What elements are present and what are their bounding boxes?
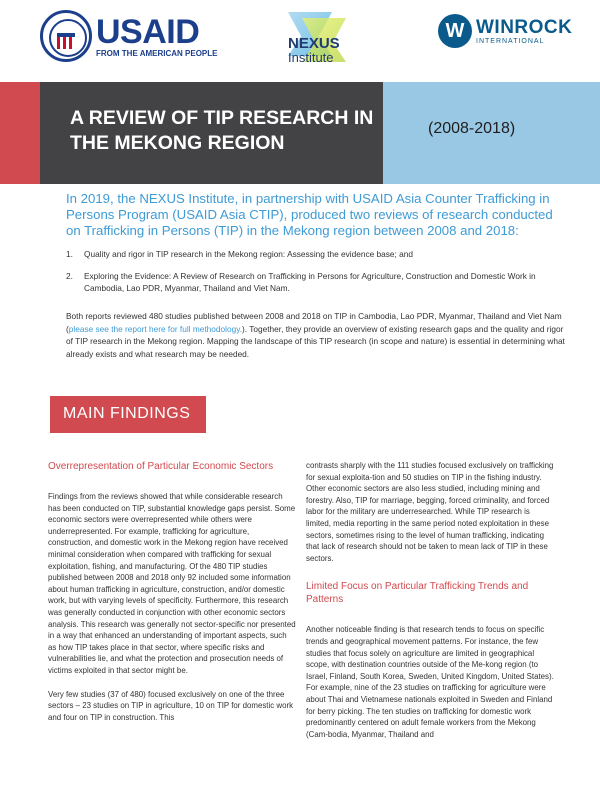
- winrock-mark-icon: W: [438, 14, 472, 48]
- page-title: A REVIEW OF TIP RESEARCH IN THE MEKONG REGION: [70, 107, 374, 154]
- list-text: Quality and rigor in TIP research in the Mekong region: Assessing the evidence base; and: [84, 249, 413, 259]
- usaid-tagline: FROM THE AMERICAN PEOPLE: [96, 48, 218, 58]
- list-number: 1.: [66, 249, 73, 259]
- body-paragraph: contrasts sharply with the 111 studies focused exclusively on trafficking for sexual exploita-tion and 50 studies on TIP in the fishing industry. Other economic sectors are also less studied, including mining and forestry. Also, TIP for marriage, begging, forced criminality, and forced labor for the military are underresearched. While TIP research is limited, media reporting in the same period noted exploitation in these sectors, sometimes rising to the level of human trafficking, indicating that lack of research should not be taken to mean lack of TIP in these sectors.: [306, 461, 554, 563]
- body-paragraph: Findings from the reviews showed that while considerable research has been conducted on TIP, substantial knowledge gaps persist. Some economic sectors were overrepresented while others were underrepresented. For example, trafficking for agriculture, construction, and domestic work in the Mekong region have received minimal consideration when compared with trafficking for sexual exploitation, fishing, and manufacturing. Of the 480 TIP studies published between 2008 and 2018 only 92 included some information about human trafficking in agriculture, construction, and/or domestic work, but with varying levels of specificity. Furthermore, this research was generally conducted in conjunction with other economic sectors analysis. This research was generally not sector-specific nor presented in a way that enhanced an understanding of important aspects, such as how TIP takes place in that sector, where specific risks and vulnerabilities lie, and what the protection and prosecution needs of victims exploited in that sector might be.: [48, 492, 296, 675]
- winrock-logo: [438, 14, 572, 48]
- usaid-wordmark: USAID: [96, 12, 200, 51]
- report-list: [66, 248, 566, 304]
- logo-bar: [0, 0, 600, 82]
- list-text: Exploring the Evidence: A Review of Research on Trafficking in Persons for Agriculture, Construction and Domestic Work in Cambodia, Lao PDR, Myanmar, Thailand and Viet Nam.: [84, 270, 536, 293]
- nexus-logo: [284, 12, 364, 72]
- body-paragraph: Very few studies (37 of 480) focused exclusively on one of the three sectors – 23 studies on TIP in agriculture, 10 on TIP for domestic work and four on TIP in construction. This: [48, 689, 294, 722]
- winrock-subtitle: INTERNATIONAL: [476, 37, 545, 45]
- list-item: [66, 248, 566, 261]
- list-number: 2.: [66, 270, 73, 281]
- usaid-seal-icon: [40, 10, 92, 62]
- date-range: (2008-2018): [428, 120, 516, 137]
- intro-paragraph: Both reports reviewed 480 studies published between 2008 and 2018 on TIP in Cambodia, Lao PDR, Myanmar, Thailand and Viet Nam (please see the report here for full methodology.). Together, they provide an overview of existing research gaps and the quality and rigor of TIP research in the Mekong region. Mapping the landscape of this TIP research (in scope and nature) is essential in determining what already exists and what research may be needed.: [66, 311, 565, 359]
- section-header-main-findings: MAIN FINDINGS: [50, 396, 206, 433]
- left-column: [48, 460, 296, 723]
- usaid-logo: [40, 10, 217, 62]
- winrock-wordmark: WINROCK: [476, 16, 573, 38]
- right-column: [306, 460, 556, 740]
- list-item: [66, 270, 566, 295]
- methodology-link[interactable]: please see the report here for full methodology.: [68, 323, 243, 334]
- nexus-subtitle: Institute: [288, 50, 334, 65]
- section-heading: Overrepresentation of Particular Economic Sectors: [48, 461, 274, 472]
- banner-red-block: [0, 82, 40, 184]
- nexus-wordmark: NEXUS: [288, 35, 340, 52]
- section-heading: Limited Focus on Particular Trafficking Trends and Patterns: [306, 581, 529, 606]
- title-banner: [0, 82, 600, 184]
- body-paragraph: Another noticeable finding is that research tends to focus on specific trends and geographical movement patterns. For instance, the few studies that focus solely on agriculture are limited in geographical scope, with destination countries outside of the Me-kong region (to Israel, Finland, South Korea, Sweden, United Kingdom, United States). For example, nine of the 23 studies on trafficking for agriculture were about Thai and Vietnamese nationals exploited in Sweden and Finland for berry picking. The ten studies on trafficking for domestic work predominantly centered on adult female workers from the Mekong (Cam-bodia, Myanmar, Thailand and: [306, 625, 554, 739]
- intro-lead: In 2019, the NEXUS Institute, in partnership with USAID Asia Counter Trafficking in Persons Program (USAID Asia CTIP), produced two reviews of research conducted on Trafficking in Persons (TIP) in the Mekong region between 2008 and 2018:: [66, 191, 553, 238]
